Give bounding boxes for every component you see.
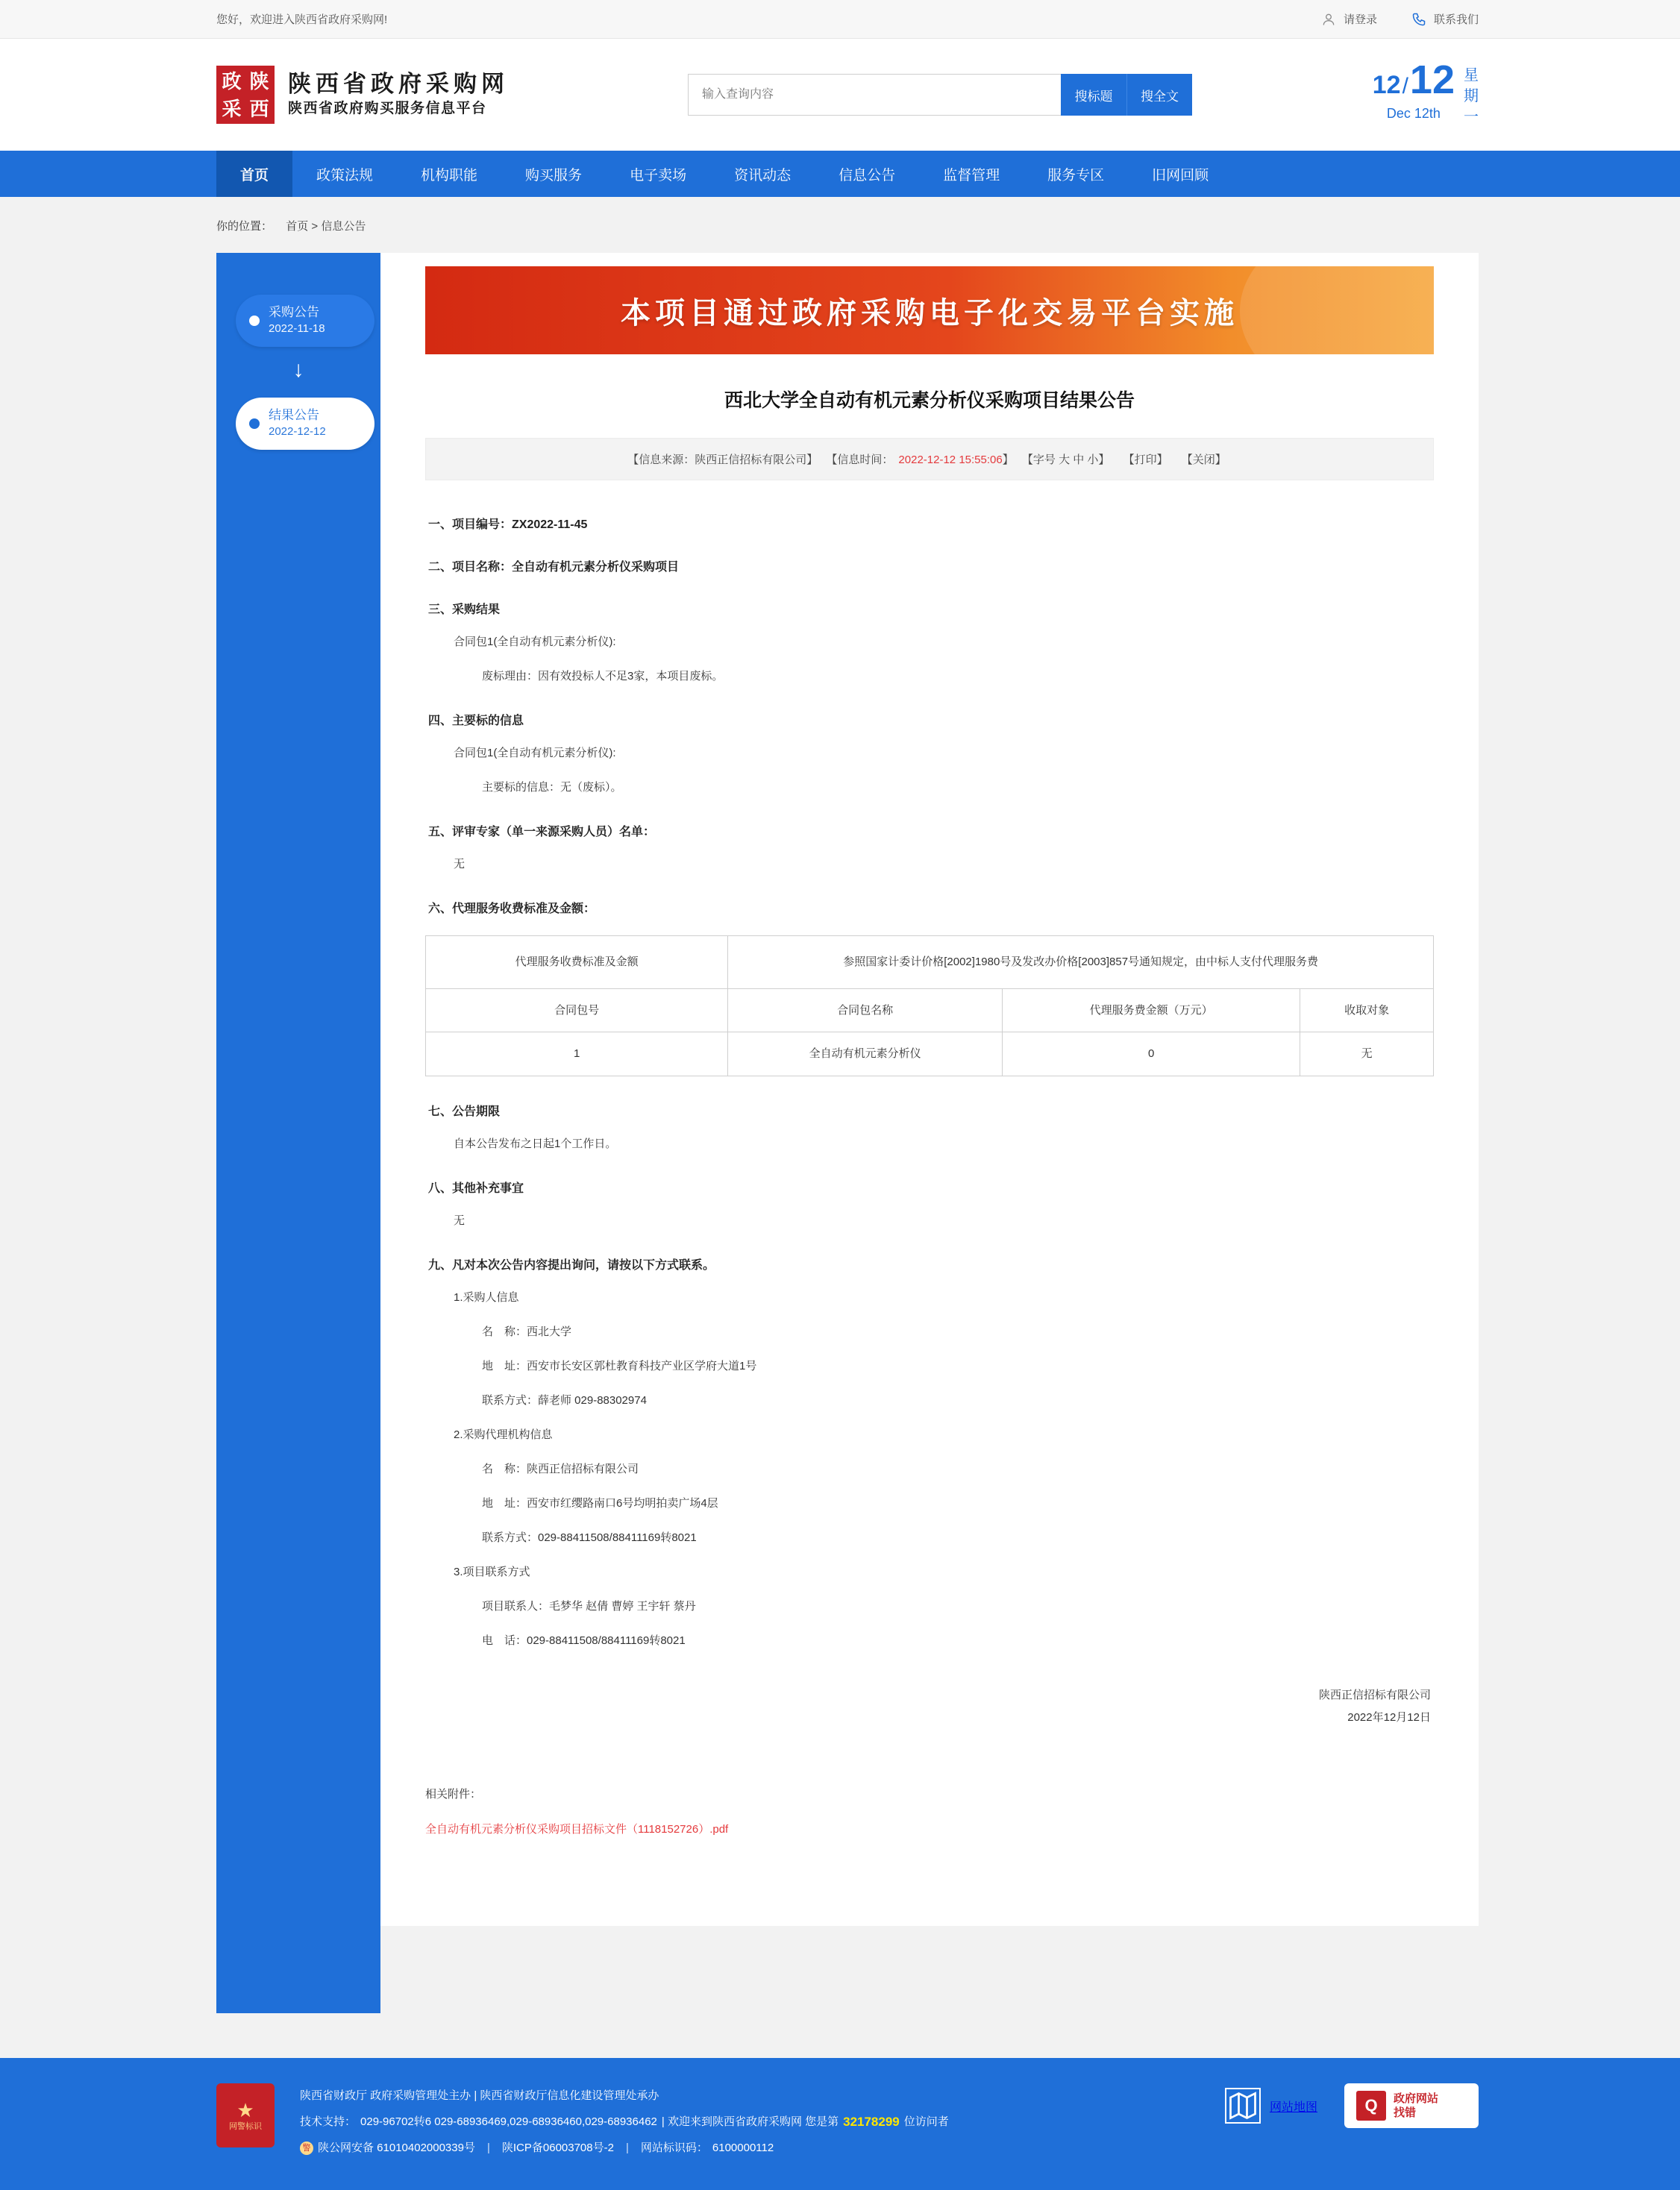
meta-time-label: 【信息时间： (826, 454, 894, 466)
timeline-dot-icon (249, 316, 260, 326)
timeline-date: 2022-11-18 (269, 322, 325, 336)
fontsize-control[interactable]: 【字号 大 中 小】 (1021, 454, 1110, 466)
weekday-label: 星 期 一 (1464, 67, 1479, 125)
footer-line-2 (300, 2108, 949, 2136)
main-nav (0, 151, 1680, 197)
section-period-head: 七、公告期限 (428, 1105, 501, 1118)
site-logo[interactable] (216, 66, 509, 124)
site-footer (0, 2058, 1680, 2190)
footer-sep-1: | (486, 2142, 490, 2155)
section-contact-head: 九、凡对本次公告内容提出询问，请按以下方式联系。 (428, 1258, 715, 1272)
login-link[interactable] (1321, 11, 1377, 27)
result-reason: 废标理由：因有效投标人不足3家，本项目废标。 (482, 670, 724, 683)
fee-col-package-name: 合同包名称 (728, 988, 1003, 1032)
section-experts-head: 五、评审专家（单一来源采购人员）名单： (428, 826, 656, 838)
timeline-title: 结果公告 (269, 408, 319, 423)
section-project-number: 一、项目编号：ZX2022-11-45 (428, 518, 588, 531)
top-bar-links (1321, 11, 1479, 27)
footer-sep-2: | (625, 2142, 629, 2155)
print-button[interactable]: 【打印】 (1123, 454, 1168, 466)
fee-head-left: 代理服务收费标准及金额 (426, 936, 728, 989)
signature-block (425, 1684, 1434, 1729)
logo-char-2: 陕 (249, 69, 269, 92)
timeline-date: 2022-12-12 (269, 425, 326, 439)
target-info: 主要标的信息：无（废标）。 (482, 781, 622, 794)
meta-time-close: 】 (1002, 454, 1014, 466)
nav-item-supervision[interactable]: 监督管理 (943, 167, 1000, 183)
project-contact-head: 3.项目联系方式 (454, 1565, 530, 1578)
banner-text: 本项目通过政府采购电子化交易平台实施 (621, 296, 1238, 330)
breadcrumb-label: 你的位置： (216, 220, 273, 233)
fee-cell-package-no: 1 (426, 1032, 728, 1076)
timeline-dot-icon (249, 418, 260, 429)
site-header (0, 39, 1680, 151)
section-result-head: 三、采购结果 (428, 603, 501, 616)
tech-value: 029-96702转6 029-68936469,029-68936460,029-68936462 (360, 2115, 657, 2129)
login-label: 请登录 (1343, 13, 1377, 26)
project-contact-tel: 电 话：029-88411508/88411169转8021 (482, 1634, 686, 1647)
fee-cell-package-name: 全自动有机元素分析仪 (728, 1032, 1003, 1076)
police-record[interactable] (300, 2136, 475, 2160)
contact-link[interactable] (1411, 11, 1479, 27)
nav-item-announcements[interactable]: 信息公告 (839, 167, 896, 183)
site-subname: 陕西省政府购买服务信息平台 (288, 101, 487, 117)
visit-prefix: | 欢迎来到陕西省政府采购网 您是第 (661, 2115, 839, 2129)
fee-table (425, 935, 1434, 1076)
page-title: 西北大学全自动有机元素分析仪采购项目结果公告 (724, 390, 1135, 411)
breadcrumb-home[interactable]: 首页 (286, 220, 309, 233)
result-package: 合同包1(全自动有机元素分析仪): (454, 636, 616, 648)
document-panel (380, 253, 1479, 1926)
logo-char-3: 采 (222, 97, 242, 120)
police-emblem-icon (216, 2083, 275, 2147)
timeline-pill[interactable] (236, 398, 374, 450)
footer-right (1225, 2083, 1479, 2128)
meta-source-label: 【信息来源： (627, 454, 695, 466)
nav-item-purchase-service[interactable]: 购买服务 (525, 167, 583, 183)
nav-item-service-zone[interactable]: 服务专区 (1047, 167, 1105, 183)
emblem-text: 网警标识 (229, 2122, 262, 2131)
visit-count: 32178299 (843, 2115, 900, 2129)
icp-text[interactable]: 陕ICP备06003708号-2 (501, 2142, 614, 2155)
signature-date: 2022年12月12日 (1347, 1710, 1431, 1724)
search-input[interactable] (688, 74, 1061, 116)
gov-badge-line1: 政府网站 (1394, 2092, 1439, 2105)
buyer-name: 名 称：西北大学 (482, 1325, 572, 1338)
footer-line-3 (300, 2136, 949, 2160)
search-fulltext-button[interactable]: 搜全文 (1126, 74, 1192, 116)
buyer-address: 地 址：西安市长安区郭杜教育科技产业区学府大道1号 (482, 1359, 757, 1372)
phone-icon (1411, 12, 1426, 27)
nav-item-functions[interactable]: 机构职能 (421, 167, 478, 183)
nav-item-old-site[interactable]: 旧网回顾 (1152, 167, 1209, 183)
police-record-text: 陕公网安备 61010402000339号 (318, 2142, 475, 2155)
signature-org: 陕西正信招标有限公司 (1318, 1688, 1431, 1701)
nav-item-home[interactable]: 首页 (216, 151, 292, 197)
content-area (0, 253, 1680, 2058)
timeline-title: 采购公告 (269, 305, 319, 320)
user-icon (1321, 12, 1336, 27)
sitemap-label: 网站地图 (1269, 2100, 1317, 2114)
timeline-arrow-down-icon: ↓ (292, 357, 304, 382)
date-month: 12 (1372, 71, 1401, 99)
footer-line-1: 陕西省财政厅 政府采购管理处主办 | 陕西省财政厅信息化建设管理处承办 (300, 2089, 659, 2102)
map-icon (1225, 2088, 1261, 2124)
logo-char-4: 西 (249, 97, 269, 120)
fee-head-right: 参照国家计委计价格[2002]1980号及发改办价格[2003]857号通知规定，由中标人支付代理服务费 (728, 936, 1434, 989)
search-area (688, 74, 1192, 116)
nav-item-news[interactable]: 资讯动态 (734, 167, 792, 183)
fee-col-payer: 收取对象 (1300, 988, 1434, 1032)
target-package: 合同包1(全自动有机元素分析仪): (454, 747, 616, 759)
site-name: 陕西省政府采购网 (288, 71, 509, 98)
contact-label: 联系我们 (1433, 13, 1479, 26)
agency-name: 名 称：陕西正信招标有限公司 (482, 1462, 639, 1475)
section-other-head: 八、其他补充事宜 (428, 1182, 524, 1195)
fee-cell-amount: 0 (1003, 1032, 1300, 1076)
timeline-pill[interactable] (236, 295, 374, 347)
date-english: Dec 12th (1386, 106, 1441, 121)
tech-label: 技术支持： (300, 2115, 357, 2129)
table-row (426, 1032, 1434, 1076)
date-day: 12 (1409, 57, 1455, 102)
visit-suffix: 位访问者 (903, 2115, 949, 2129)
table-row (426, 988, 1434, 1032)
close-button[interactable]: 【关闭】 (1181, 454, 1226, 466)
top-bar (0, 0, 1680, 39)
attachment-label: 相关附件： (425, 1787, 482, 1801)
siteid-label: 网站标识码： (640, 2142, 708, 2155)
welcome-text: 您好，欢迎进入陕西省政府采购网! (216, 13, 388, 26)
table-row (426, 936, 1434, 989)
fee-col-amount: 代理服务费金额（万元） (1003, 988, 1300, 1032)
agency-info-head: 2.采购代理机构信息 (454, 1428, 553, 1441)
announcement-timeline (216, 253, 380, 2013)
date-slash: / (1402, 74, 1408, 98)
search-title-button[interactable]: 搜标题 (1061, 74, 1126, 116)
meta-time-value: 2022-12-12 15:55:06 (898, 454, 1003, 466)
agency-address: 地 址：西安市红缨路南口6号均明拍卖广场4层 (482, 1496, 718, 1510)
timeline-item-purchase[interactable] (216, 295, 380, 347)
sitemap-link[interactable] (1225, 2088, 1317, 2124)
agency-contact: 联系方式：029-88411508/88411169转8021 (482, 1531, 697, 1544)
breadcrumb (0, 197, 1680, 253)
logo-char-1: 政 (222, 69, 242, 92)
buyer-contact: 联系方式：薛老师 029-88302974 (482, 1393, 647, 1407)
gov-report-badge[interactable] (1344, 2083, 1479, 2128)
fee-col-package-no: 合同包号 (426, 988, 728, 1032)
nav-item-emall[interactable]: 电子卖场 (630, 167, 687, 183)
platform-banner (425, 266, 1434, 354)
gov-badge-line2: 找错 (1394, 2106, 1417, 2119)
other-value: 无 (454, 1214, 466, 1227)
breadcrumb-separator: > (311, 220, 319, 233)
breadcrumb-current: 信息公告 (321, 220, 366, 233)
experts-value: 无 (454, 858, 466, 870)
siteid-value: 6100000112 (712, 2142, 774, 2155)
gov-badge-icon: Q (1356, 2091, 1386, 2121)
project-contact-person: 项目联系人：毛梦华 赵倩 曹婷 王宇轩 蔡丹 (482, 1599, 696, 1613)
meta-source-close: 】 (806, 454, 818, 466)
attachment-link[interactable]: 全自动有机元素分析仪采购项目招标文件（1118152726）.pdf (425, 1822, 729, 1836)
fee-cell-payer: 无 (1300, 1032, 1434, 1076)
section-project-name: 二、项目名称：全自动有机元素分析仪采购项目 (428, 561, 680, 574)
timeline-item-result[interactable] (216, 398, 380, 450)
meta-source-value: 陕西正信招标有限公司 (695, 454, 807, 466)
document-meta-bar (425, 438, 1434, 480)
footer-text-block (300, 2083, 949, 2160)
section-target-head: 四、主要标的信息 (428, 715, 524, 727)
date-widget (1372, 57, 1479, 128)
section-fee-head: 六、代理服务收费标准及金额： (428, 903, 596, 915)
shield-icon: 警 (300, 2142, 313, 2155)
logo-mark-icon (216, 66, 275, 124)
nav-item-policy[interactable]: 政策法规 (316, 167, 374, 183)
period-value: 自本公告发布之日起1个工作日。 (454, 1137, 617, 1150)
buyer-info-head: 1.采购人信息 (454, 1290, 519, 1304)
emblem-star-icon: ★ (236, 2098, 254, 2121)
